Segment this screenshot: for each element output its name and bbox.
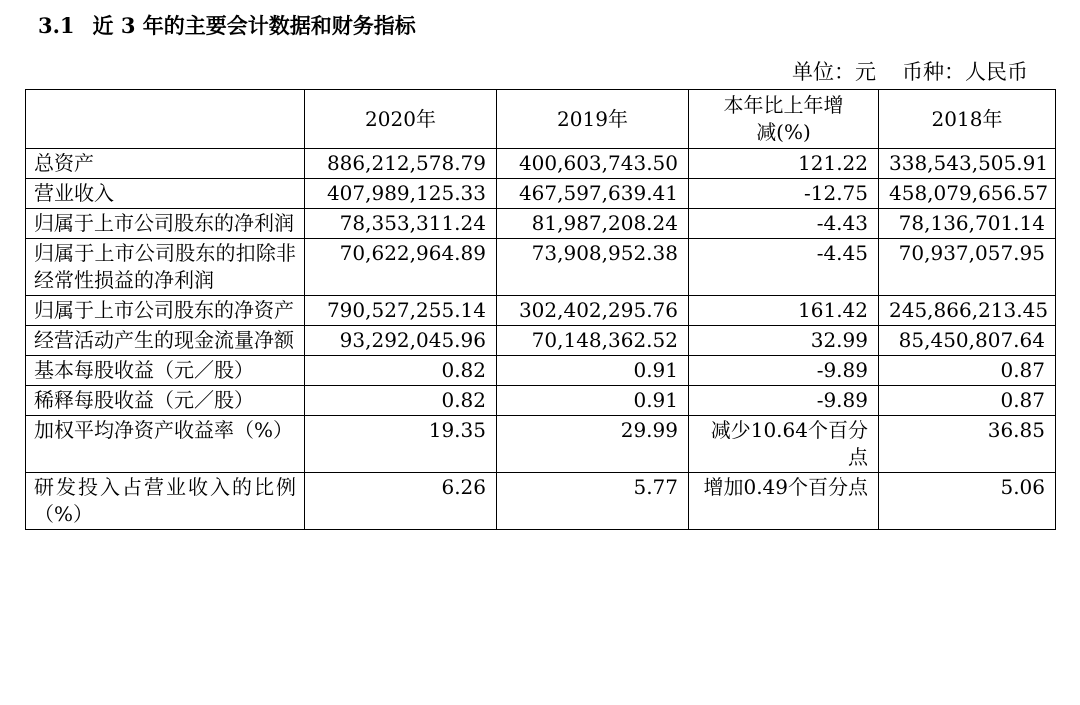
section-title: 近 3 年的主要会计数据和财务指标: [92, 13, 416, 38]
value-2019: 81,987,208.24: [497, 209, 689, 239]
value-change: 32.99: [689, 326, 879, 356]
value-change: 增加0.49个百分点: [689, 473, 879, 530]
unit-currency-line: [792, 56, 1028, 86]
row-label: 经营活动产生的现金流量净额: [26, 326, 305, 356]
value-2019: 467,597,639.41: [497, 179, 689, 209]
row-label: 营业收入: [26, 179, 305, 209]
header-cell-2019: 2019年: [497, 90, 689, 149]
value-2018: 458,079,656.57: [879, 179, 1056, 209]
value-2019: 400,603,743.50: [497, 149, 689, 179]
table-row: [26, 416, 1056, 473]
value-change: -12.75: [689, 179, 879, 209]
value-2020: 70,622,964.89: [305, 239, 497, 296]
table-row: [26, 386, 1056, 416]
value-2018: 245,866,213.45: [879, 296, 1056, 326]
financial-indicators-table: [25, 89, 1056, 530]
value-2018: 78,136,701.14: [879, 209, 1056, 239]
value-2019: 70,148,362.52: [497, 326, 689, 356]
value-change: 161.42: [689, 296, 879, 326]
unit-label: 单位：元: [792, 60, 876, 84]
value-2019: 29.99: [497, 416, 689, 473]
value-2020: 6.26: [305, 473, 497, 530]
value-2020: 78,353,311.24: [305, 209, 497, 239]
value-2018: 5.06: [879, 473, 1056, 530]
currency-label: 币种：人民币: [902, 60, 1028, 84]
value-2018: 36.85: [879, 416, 1056, 473]
table-row: [26, 473, 1056, 530]
table-header-row: [26, 90, 1056, 149]
table-row: [26, 149, 1056, 179]
table-row: [26, 326, 1056, 356]
value-2020: 19.35: [305, 416, 497, 473]
row-label: 归属于上市公司股东的净利润: [26, 209, 305, 239]
value-2019: 0.91: [497, 356, 689, 386]
section-number: 3.1: [38, 13, 75, 38]
value-2018: 70,937,057.95: [879, 239, 1056, 296]
table-row: [26, 209, 1056, 239]
value-change: -9.89: [689, 386, 879, 416]
row-label: 基本每股收益（元／股）: [26, 356, 305, 386]
value-change: 121.22: [689, 149, 879, 179]
header-cell-item: [26, 90, 305, 149]
value-2020: 790,527,255.14: [305, 296, 497, 326]
table-row: [26, 239, 1056, 296]
value-2020: 886,212,578.79: [305, 149, 497, 179]
value-change: 减少10.64个百分点: [689, 416, 879, 473]
header-cell-change: 本年比上年增减(%): [689, 90, 879, 149]
value-2019: 73,908,952.38: [497, 239, 689, 296]
value-2019: 5.77: [497, 473, 689, 530]
value-2020: 0.82: [305, 386, 497, 416]
value-2018: 85,450,807.64: [879, 326, 1056, 356]
value-2020: 407,989,125.33: [305, 179, 497, 209]
value-2020: 93,292,045.96: [305, 326, 497, 356]
row-label: 加权平均净资产收益率（%）: [26, 416, 305, 473]
table-row: [26, 179, 1056, 209]
value-2020: 0.82: [305, 356, 497, 386]
section-heading: [38, 10, 416, 40]
value-change: -4.43: [689, 209, 879, 239]
table-row: [26, 356, 1056, 386]
value-2018: 0.87: [879, 356, 1056, 386]
value-2018: 0.87: [879, 386, 1056, 416]
header-cell-2020: 2020年: [305, 90, 497, 149]
row-label: 归属于上市公司股东的扣除非经常性损益的净利润: [26, 239, 305, 296]
row-label: 稀释每股收益（元／股）: [26, 386, 305, 416]
value-2018: 338,543,505.91: [879, 149, 1056, 179]
value-2019: 302,402,295.76: [497, 296, 689, 326]
value-2019: 0.91: [497, 386, 689, 416]
row-label: 总资产: [26, 149, 305, 179]
value-change: -4.45: [689, 239, 879, 296]
table-row: [26, 296, 1056, 326]
value-change: -9.89: [689, 356, 879, 386]
row-label: 研发投入占营业收入的比例（%）: [26, 473, 305, 530]
header-cell-2018: 2018年: [879, 90, 1056, 149]
row-label: 归属于上市公司股东的净资产: [26, 296, 305, 326]
